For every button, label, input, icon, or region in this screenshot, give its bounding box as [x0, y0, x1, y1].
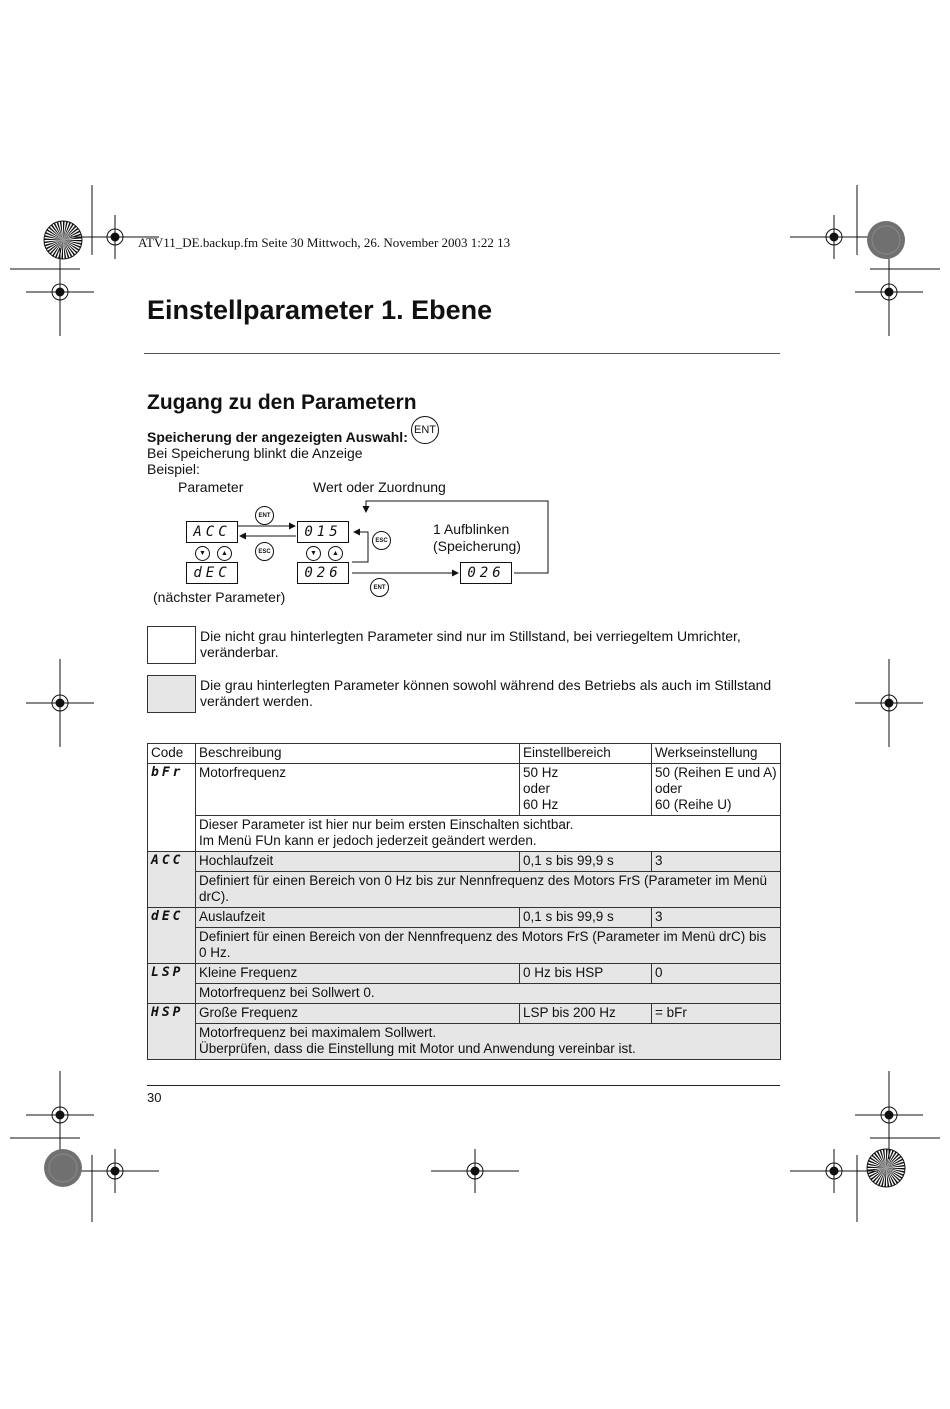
param-note: Motorfrequenz bei Sollwert 0.: [196, 984, 781, 1004]
page-title: Einstellparameter 1. Ebene: [147, 295, 493, 325]
column-header: Einstellbereich: [520, 744, 652, 764]
table-row: [148, 1004, 781, 1024]
esc-icon: ESC: [255, 542, 274, 561]
table-note-row: [148, 984, 781, 1004]
lcd-display-acc: ACC: [186, 521, 238, 543]
param-range: 0 Hz bis HSP: [520, 964, 652, 984]
param-range: 50 Hz oder 60 Hz: [520, 764, 652, 816]
param-default: 50 (Reihen E und A) oder 60 (Reihe U): [652, 764, 781, 816]
table-header-row: [148, 744, 781, 764]
diagram-label-value: Wert oder Zuordnung: [313, 479, 446, 495]
param-description: Motorfrequenz: [196, 764, 520, 816]
ent-icon: ENT: [370, 578, 389, 597]
table-note-row: [148, 1024, 781, 1060]
table-note-row: [148, 816, 781, 852]
param-code: bFr: [148, 764, 196, 852]
save-label: Speicherung der angezeigten Auswahl:: [147, 429, 408, 445]
param-default: = bFr: [652, 1004, 781, 1024]
ent-icon: ENT: [255, 506, 274, 525]
up-arrow-icon: ▲: [328, 546, 343, 561]
param-description: Kleine Frequenz: [196, 964, 520, 984]
column-header: Werkseinstellung: [652, 744, 781, 764]
param-note: Definiert für einen Bereich von der Nennfrequenz des Motors FrS (Parameter im Menü drC) bis 0 Hz.: [196, 928, 781, 964]
page-number: 30: [147, 1090, 162, 1105]
legend-grey-text: Die grau hinterlegten Parameter können sowohl während des Betriebs als auch im Stillstand verändert werden.: [200, 677, 772, 709]
table-row: [148, 964, 781, 984]
title-divider: [144, 353, 780, 354]
param-description: Große Frequenz: [196, 1004, 520, 1024]
table-note-row: [148, 928, 781, 964]
param-code: ACC: [148, 852, 196, 908]
lcd-display-015: 015: [297, 521, 349, 543]
esc-icon: ESC: [372, 531, 391, 550]
lcd-display-026-saved: 026: [460, 562, 512, 584]
up-arrow-icon: ▲: [217, 546, 232, 561]
diagram-label-parameter: Parameter: [178, 479, 244, 495]
param-code: dEC: [148, 908, 196, 964]
example-label: Beispiel:: [147, 461, 200, 477]
table-note-row: [148, 872, 781, 908]
param-note: Definiert für einen Bereich von 0 Hz bis zur Nennfrequenz des Motors FrS (Parameter im Menü drC).: [196, 872, 781, 908]
param-note: Motorfrequenz bei maximalem Sollwert. Überprüfen, dass die Einstellung mit Motor und Anwendung vereinbar ist.: [196, 1024, 781, 1060]
param-default: 3: [652, 852, 781, 872]
ent-button-icon: ENT: [411, 416, 439, 444]
param-code: HSP: [148, 1004, 196, 1060]
column-header: Code: [148, 744, 196, 764]
legend-grey-swatch: [147, 675, 196, 713]
blink-note: Bei Speicherung blinkt die Anzeige: [147, 445, 363, 461]
lcd-display-dec: dEC: [186, 562, 238, 584]
table-row: [148, 908, 781, 928]
diagram-label-next: (nächster Parameter): [153, 589, 286, 605]
param-note: Dieser Parameter ist hier nur beim ersten Einschalten sichtbar. Im Menü FUn kann er jedoch jederzeit geändert werden.: [196, 816, 781, 852]
navigation-diagram: [140, 476, 560, 606]
param-range: 0,1 s bis 99,9 s: [520, 908, 652, 928]
param-code: LSP: [148, 964, 196, 1004]
diagram-label-blink: 1 Aufblinken: [433, 521, 510, 537]
param-default: 3: [652, 908, 781, 928]
legend-white-swatch: [147, 626, 196, 664]
legend-white-text: Die nicht grau hinterlegten Parameter sind nur im Stillstand, bei verriegeltem Umrichter, veränderbar.: [200, 628, 741, 660]
lcd-display-026: 026: [297, 562, 349, 584]
param-default: 0: [652, 964, 781, 984]
document-slug: ATV11_DE.backup.fm Seite 30 Mittwoch, 26. November 2003 1:22 13: [138, 235, 511, 250]
table-row: [148, 764, 781, 816]
param-description: Auslaufzeit: [196, 908, 520, 928]
parameter-table: [147, 743, 781, 1060]
footer-divider: [147, 1085, 780, 1086]
table-row: [148, 852, 781, 872]
down-arrow-icon: ▼: [306, 546, 321, 561]
param-description: Hochlaufzeit: [196, 852, 520, 872]
param-range: 0,1 s bis 99,9 s: [520, 852, 652, 872]
param-range: LSP bis 200 Hz: [520, 1004, 652, 1024]
diagram-label-saving: (Speicherung): [433, 538, 521, 554]
section-title: Zugang zu den Parametern: [147, 391, 417, 414]
column-header: Beschreibung: [196, 744, 520, 764]
down-arrow-icon: ▼: [195, 546, 210, 561]
